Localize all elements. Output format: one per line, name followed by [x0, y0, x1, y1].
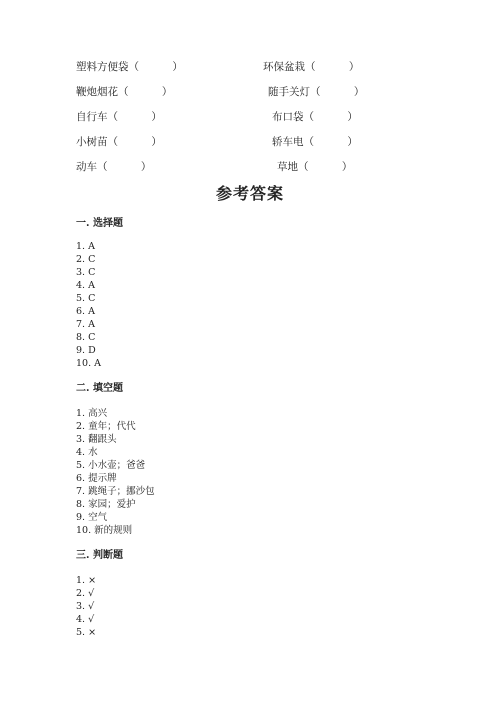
- question-item: 草地（ ）: [277, 161, 353, 173]
- answer-item: 5. ×: [76, 627, 97, 638]
- answer-item: 2. C: [76, 254, 96, 265]
- answer-item: 10. 新的规则: [76, 525, 133, 536]
- question-item: 鞭炮烟花（ ）: [76, 86, 173, 98]
- answer-item: 3. C: [76, 267, 96, 278]
- question-row: [0, 108, 500, 126]
- answer-item: 4. √: [76, 614, 95, 625]
- question-row: [0, 133, 500, 151]
- question-item: 塑料方便袋（ ）: [76, 61, 183, 73]
- question-item: 布口袋（ ）: [272, 111, 358, 123]
- question-item: 自行车（ ）: [76, 111, 162, 123]
- answer-item: 6. 提示牌: [76, 473, 117, 484]
- answer-item: 7. 跳绳子；挪沙包: [76, 486, 155, 497]
- answer-key-title: 参考答案: [215, 184, 284, 203]
- answer-item: 5. C: [76, 293, 96, 304]
- answer-item: 8. C: [76, 332, 96, 343]
- answer-item: 1. 高兴: [76, 408, 108, 419]
- answer-item: 1. ×: [76, 575, 97, 586]
- question-item: 动车（ ）: [76, 161, 152, 173]
- answer-list: [76, 240, 101, 370]
- question-item: 小树苗（ ）: [76, 136, 162, 148]
- answer-list: [76, 407, 155, 537]
- question-row: [0, 83, 500, 101]
- answer-item: 5. 小水壶；爸爸: [76, 460, 146, 471]
- answer-item: 4. 水: [76, 447, 98, 458]
- question-item: 环保盆栽（ ）: [263, 61, 360, 73]
- answer-item: 9. 空气: [76, 512, 108, 523]
- answer-item: 2. √: [76, 588, 95, 599]
- section-heading: 二. 填空题: [76, 383, 123, 394]
- answer-item: 3. 翻跟头: [76, 434, 117, 445]
- question-item: 随手关灯（ ）: [268, 86, 365, 98]
- answer-item: 4. A: [76, 280, 95, 291]
- answer-item: 3. √: [76, 601, 95, 612]
- answer-item: 1. A: [76, 241, 95, 252]
- answer-item: 9. D: [76, 345, 96, 356]
- question-row: [0, 158, 500, 176]
- section-heading: 三. 判断题: [76, 550, 123, 561]
- section-heading: 一. 选择题: [76, 218, 123, 229]
- answer-list: [76, 574, 96, 639]
- answer-item: 7. A: [76, 319, 95, 330]
- answer-item: 8. 家园；爱护: [76, 499, 136, 510]
- question-row: [0, 58, 500, 76]
- answer-item: 10. A: [76, 358, 101, 369]
- question-item: 轿车电（ ）: [272, 136, 358, 148]
- answer-item: 2. 童年；代代: [76, 421, 136, 432]
- answer-item: 6. A: [76, 306, 95, 317]
